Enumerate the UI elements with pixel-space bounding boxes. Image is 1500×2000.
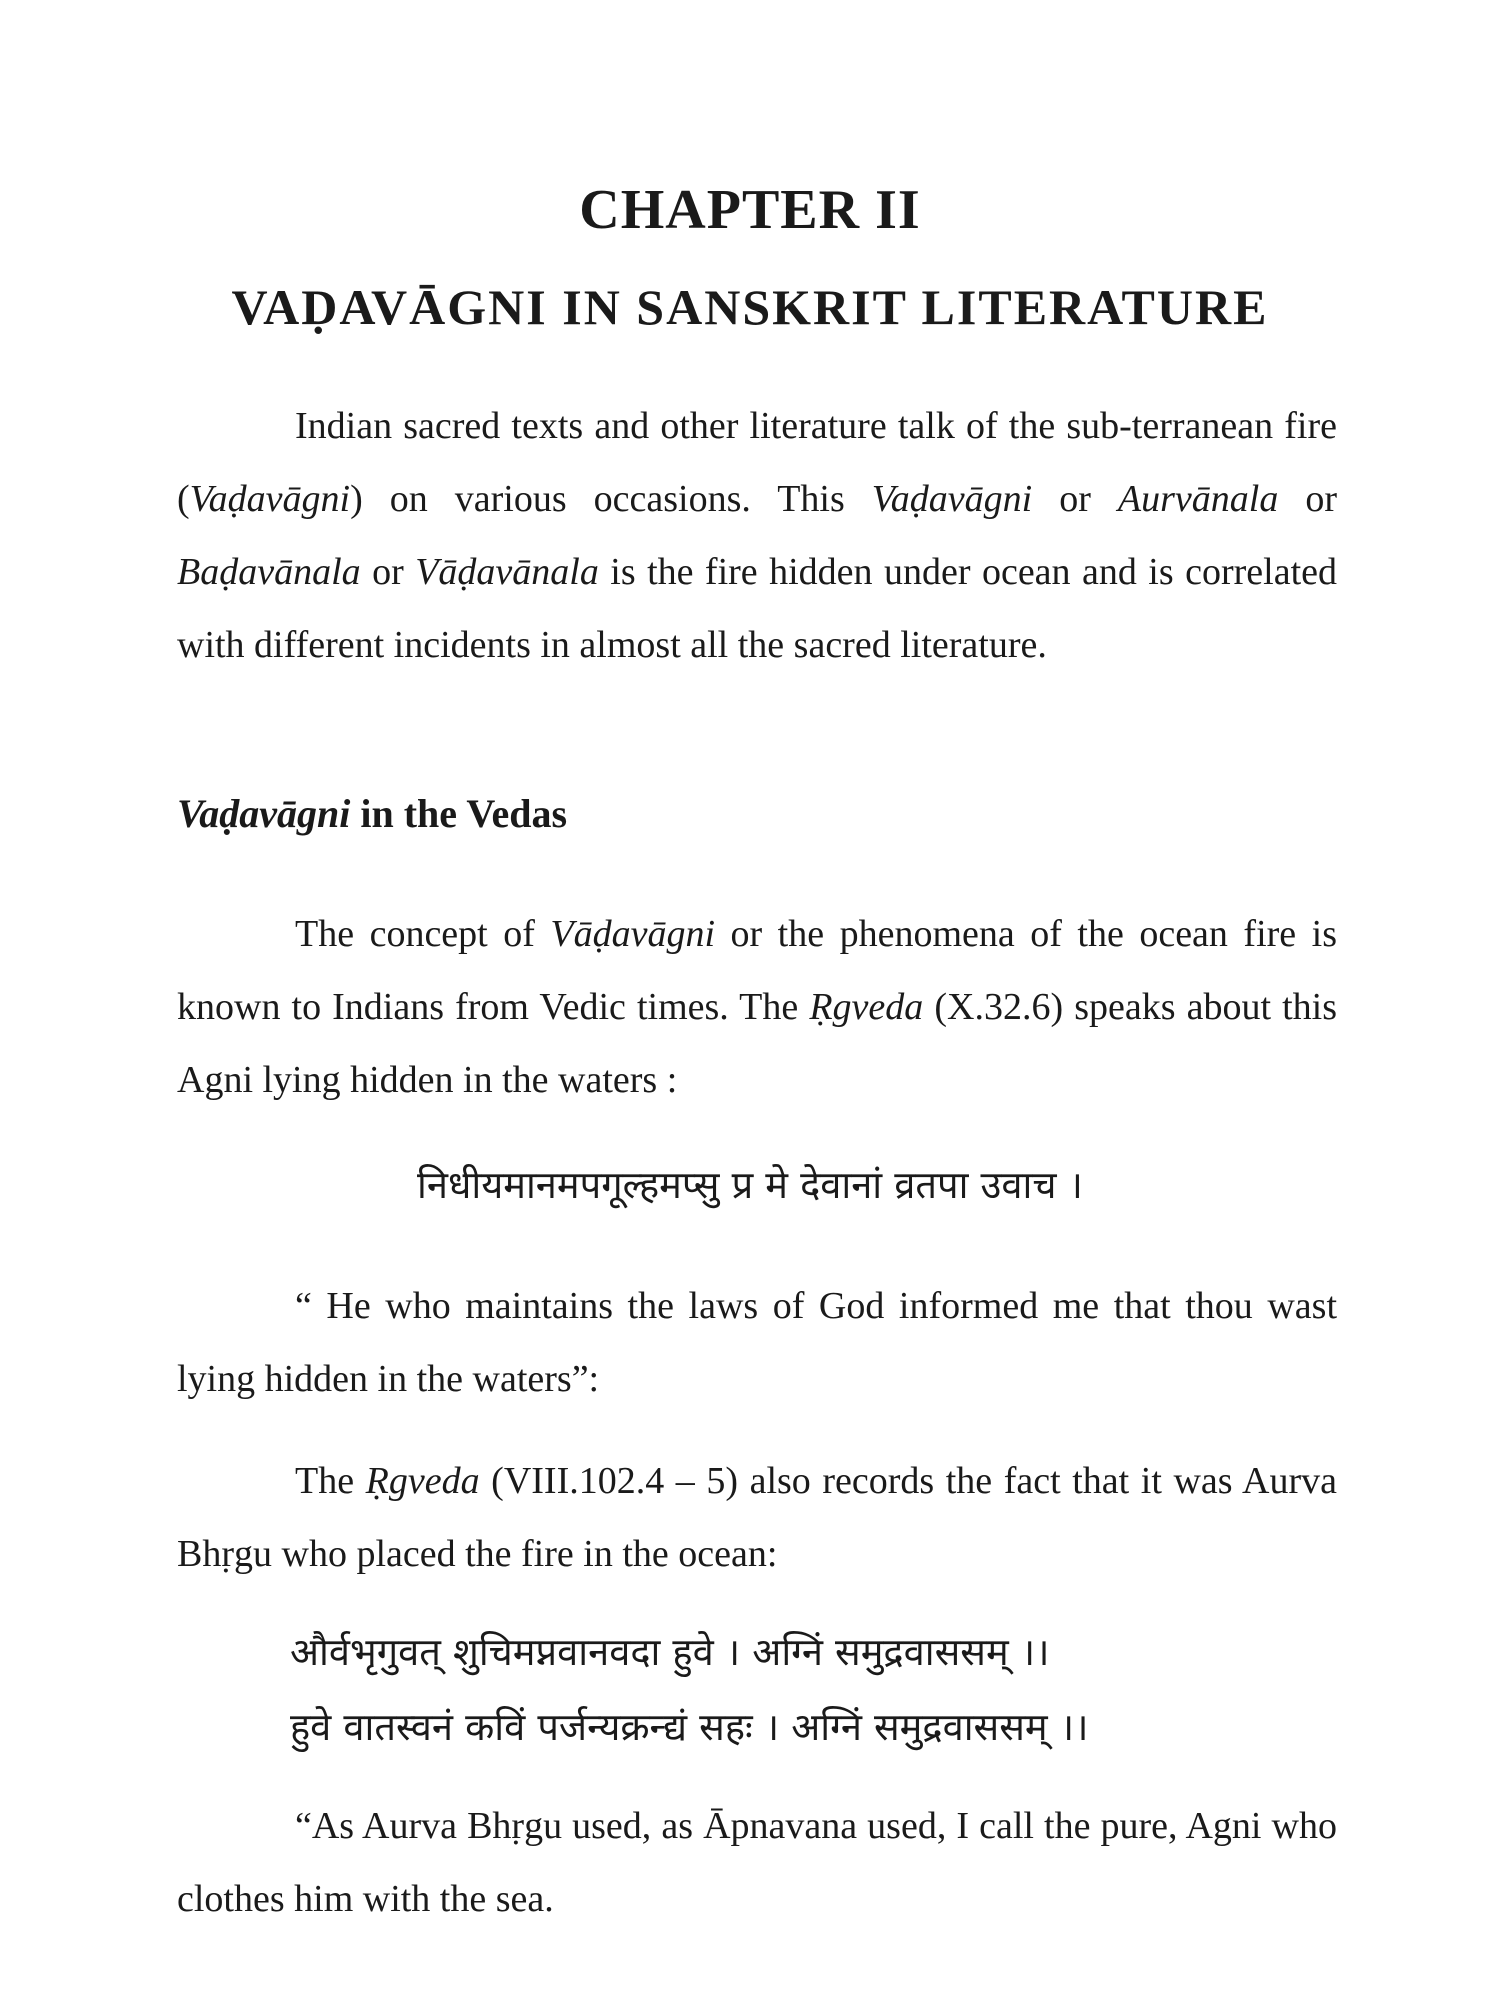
section-heading bbox=[177, 790, 567, 837]
intro-term-3: Aurvānala bbox=[1117, 478, 1279, 520]
vedas-text-2: or the phenomena of the ocean fire is known to Indians from Vedic times. The bbox=[177, 913, 1337, 1028]
aurva-term: Ṛgveda bbox=[365, 1460, 480, 1502]
vedas-term-1: Vāḍavāgni bbox=[550, 913, 716, 955]
vedas-paragraph bbox=[177, 898, 1337, 1117]
vedas-term-2: Ṛgveda bbox=[809, 986, 924, 1028]
intro-term-2: Vaḍavāgni bbox=[871, 478, 1033, 520]
chapter-number: CHAPTER II bbox=[579, 179, 921, 241]
intro-text-3: or bbox=[1032, 478, 1118, 520]
sanskrit-verse-2-line-1: और्वभृगुवत् शुचिमप्नवानवदा हुवे । अग्निं समुद्रवाससम् ।। bbox=[290, 1630, 1050, 1674]
vedas-text-3: (X.32.6) speaks about this Agni lying hidden in the waters : bbox=[177, 986, 1337, 1101]
closing-text: “As Aurva Bhṛgu used, as Āpnavana used, I call the pure, Agni who clothes him with the sea. bbox=[177, 1805, 1337, 1920]
intro-term-1: Vaḍavāgni bbox=[189, 478, 351, 520]
translation-paragraph bbox=[177, 1270, 1337, 1416]
section-heading-text: in the Vedas bbox=[350, 791, 568, 836]
aurva-paragraph bbox=[177, 1445, 1337, 1591]
sanskrit-verse-2 bbox=[290, 1615, 1390, 1765]
sanskrit-verse-1: निधीयमानमपगूल्हमप्सु प्र मे देवानां व्रतपा उवाच । bbox=[417, 1163, 1083, 1207]
intro-paragraph bbox=[177, 390, 1337, 682]
translation-text: “ He who maintains the laws of God informed me that thou wast lying hidden in the waters”: bbox=[177, 1285, 1337, 1400]
aurva-text-1: The bbox=[295, 1460, 366, 1502]
chapter-title: VAḌAVĀGNI IN SANSKRIT LITERATURE bbox=[231, 279, 1269, 335]
intro-text-1: Indian sacred texts and other literature talk of the sub-terranean fire ( bbox=[177, 405, 1337, 520]
intro-text-6: is the fire hidden under ocean and is correlated with different incidents in almost all the sacred literature. bbox=[177, 551, 1337, 666]
intro-text-5: or bbox=[360, 551, 416, 593]
sanskrit-verse-2-line-2: हुवे वातस्वनं कविं पर्जन्यक्रन्द्यं सहः । अग्निं समुद्रवाससम् ।। bbox=[290, 1705, 1089, 1749]
section-heading-term: Vaḍavāgni bbox=[177, 791, 351, 836]
intro-term-5: Vāḍavānala bbox=[415, 551, 599, 593]
aurva-text-2: (VIII.102.4 – 5) also records the fact that it was Aurva Bhṛgu who placed the fire in the ocean: bbox=[177, 1460, 1338, 1575]
vedas-text-1: The concept of bbox=[295, 913, 551, 955]
intro-text-2: ) on various occasions. This bbox=[350, 478, 872, 520]
intro-term-4: Baḍavānala bbox=[177, 551, 361, 593]
closing-paragraph bbox=[177, 1790, 1337, 1936]
intro-text-4: or bbox=[1278, 478, 1338, 520]
